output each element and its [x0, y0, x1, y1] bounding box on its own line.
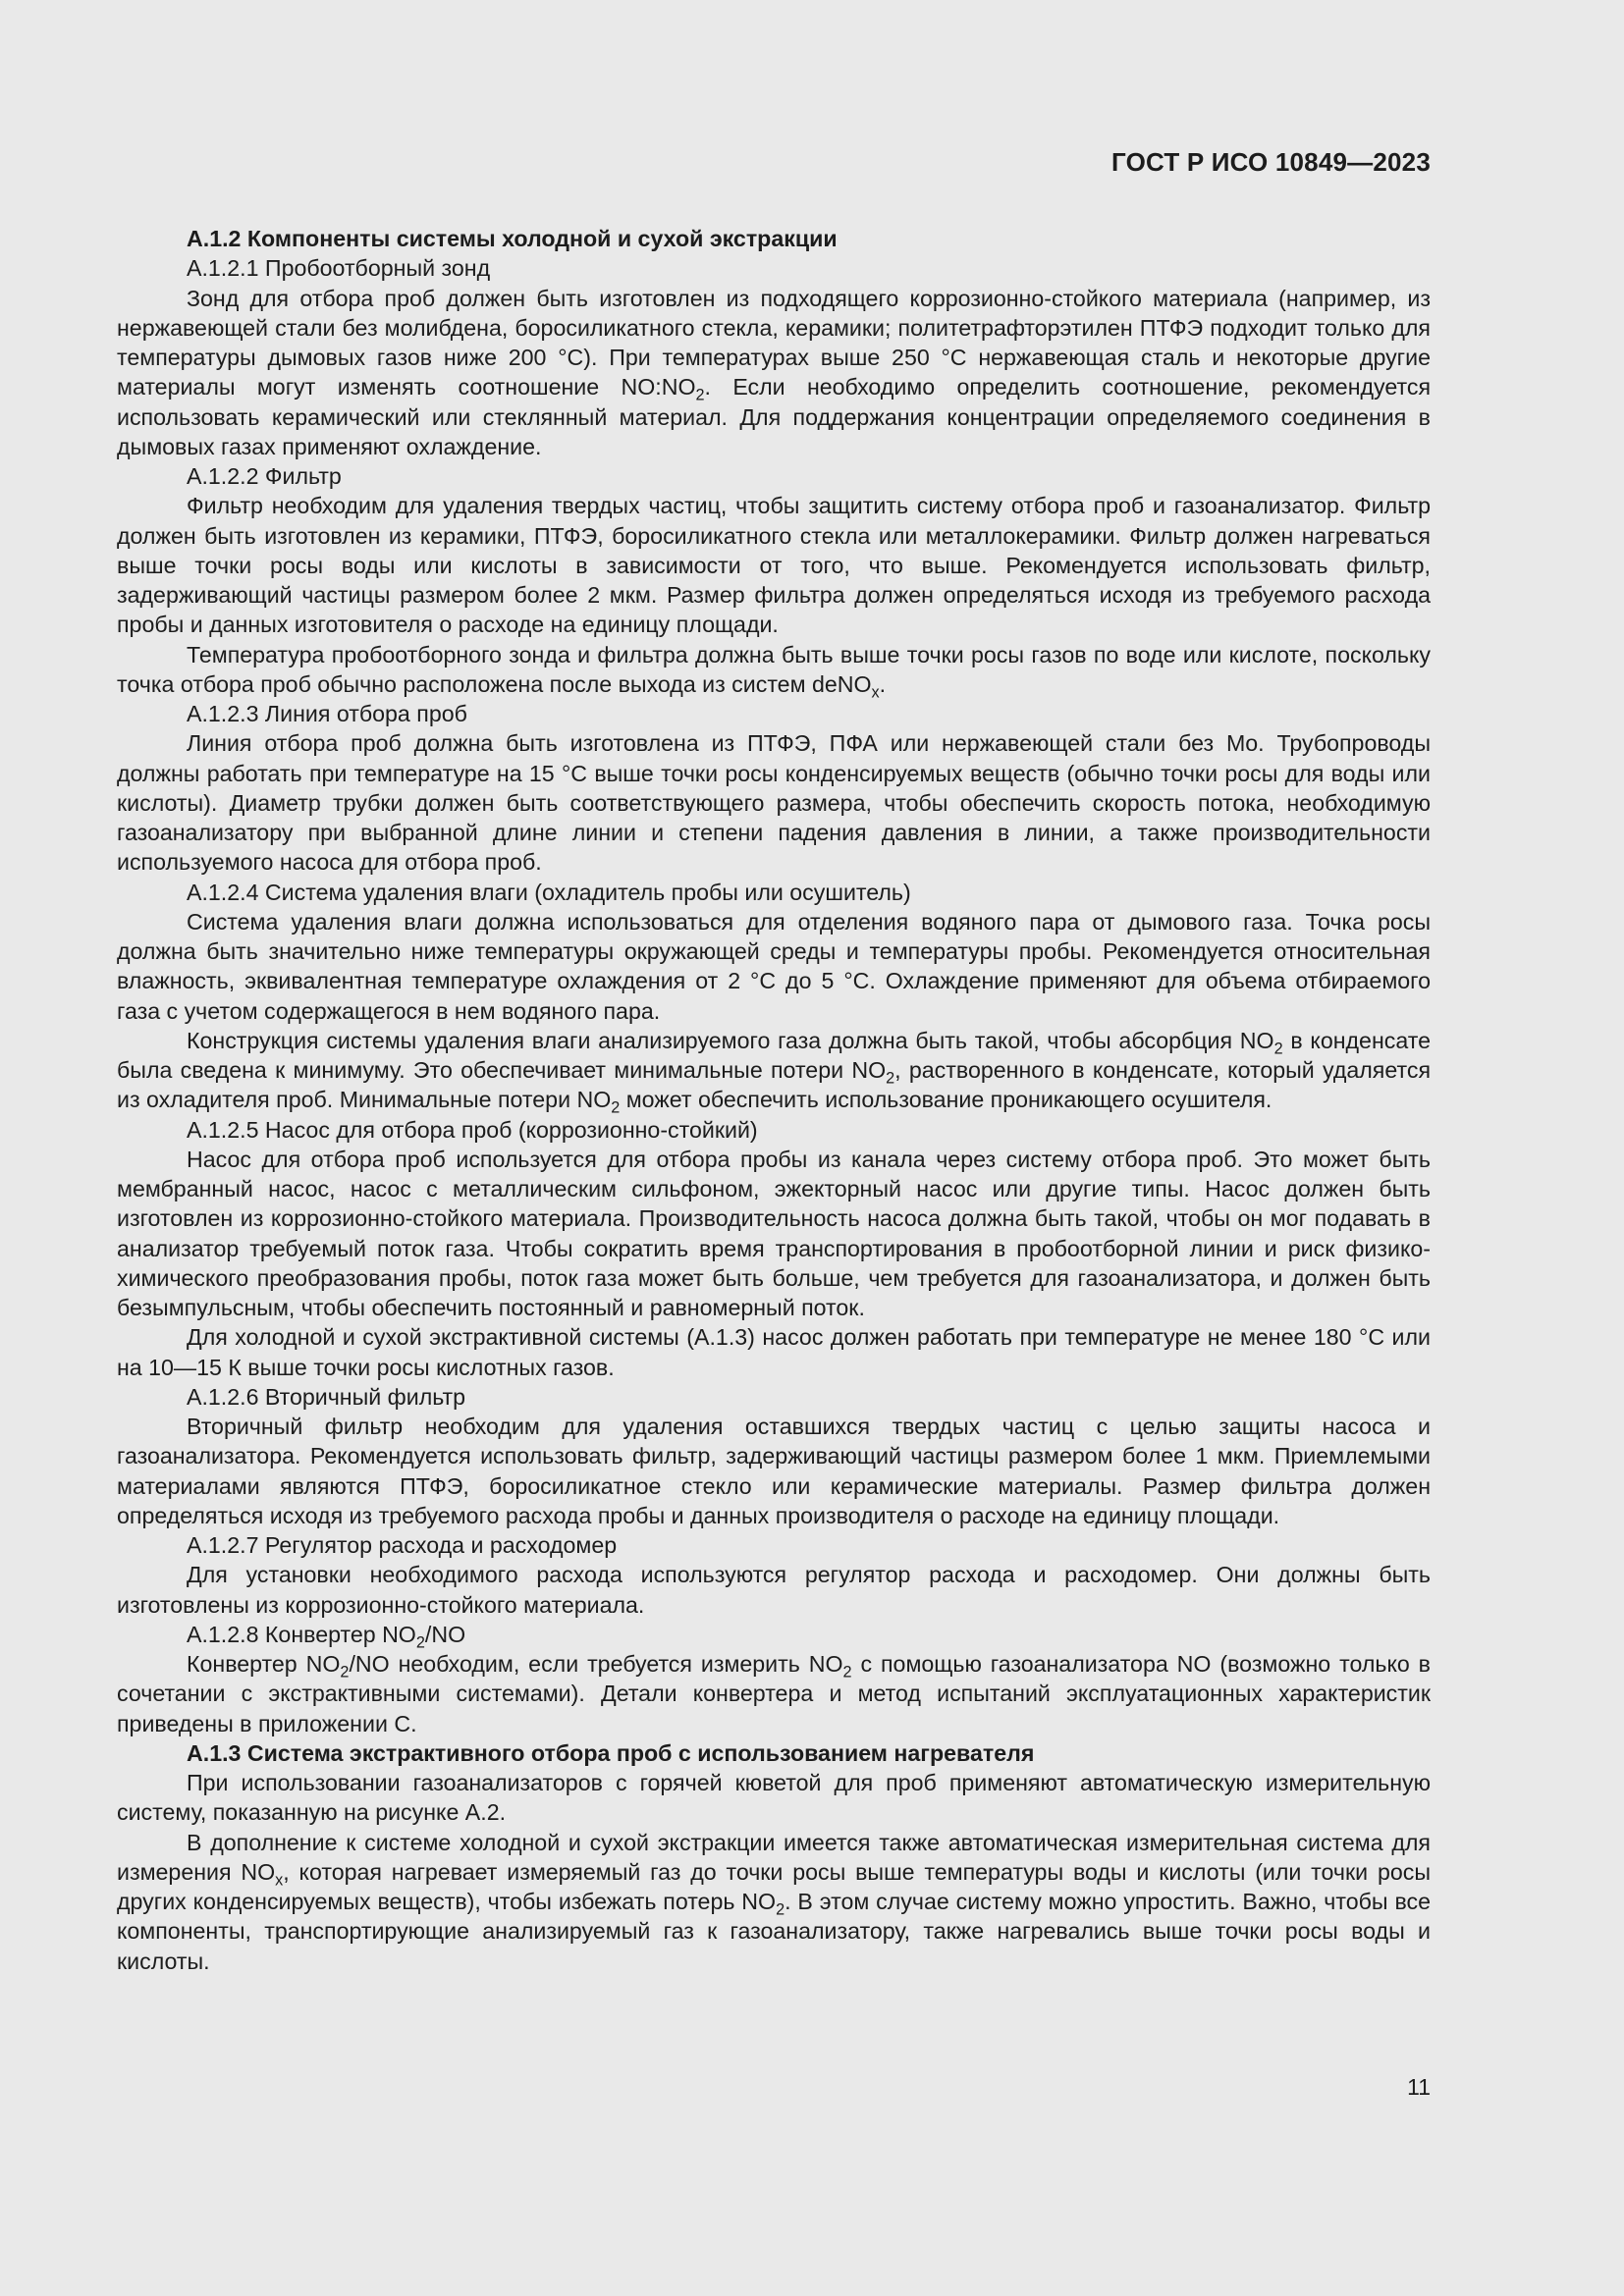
body-paragraph: [117, 1145, 1431, 1323]
text-run: Насос для отбора проб используется для отбора пробы из канала через систему отбора проб. Это может быть мембранный насос, насос с металлическим сильфоном, эжекторный насос или другие типы. Насос должен быть изготовлен из коррозионно-стойкого материала. Производительность насоса должна быть такой, чтобы он мог подавать в анализатор требуемый поток газа. Чтобы сократить время транспортирования в пробоотборной линии и риск физико-химического преобразования пробы, поток газа может быть больше, чем требуется для газоанализатора, и должен быть безымпульсным, чтобы обеспечить постоянный и равномерный поток.: [117, 1146, 1431, 1320]
body-paragraph: [117, 491, 1431, 639]
text-run: Вторичный фильтр необходим для удаления оставшихся твердых частиц с целью защиты насоса и газоанализатора. Рекомендуется использовать фильтр, задерживающий частицы размером более 1 мкм. Приемлемыми материалами являются ПТФЭ, боросиликатное стекло или керамические материалы. Размер фильтра должен определяться исходя из требуемого расхода пробы и данных производителя о расходе на единицу площади.: [117, 1414, 1431, 1528]
text-run: с помощью газоанализатора NO (возможно только в сочетании с экстрактивными системами). Детали конвертера и метод испытаний эксплуатационных характеристик приведены в приложении С.: [117, 1651, 1431, 1736]
text-run: Линия отбора проб должна быть изготовлена из ПТФЭ, ПФА или нержавеющей стали без Mo. Трубопроводы должны работать при температуре на 15 °С выше точки росы конденсируемых веществ (обычно точки росы для воды или кислоты). Диаметр трубки должен быть соответствующего размера, чтобы обеспечить скорость потока, необходимую газоанализатору при выбранной длине линии и степени падения давления в линии, а также производительности используемого насоса для отбора проб.: [117, 730, 1431, 876]
subscript: 2: [340, 1663, 350, 1682]
text-run: А.1.3 Система экстрактивного отбора проб с использованием нагревателя: [187, 1739, 1035, 1766]
text-run: А.1.2.8 Конвертер NO: [187, 1621, 416, 1647]
text-run: , которая нагревает измеряемый газ до точки росы выше температуры воды и кислоты (или точки росы других конденсируемых веществ), чтобы избежать потерь NO: [117, 1858, 1431, 1914]
text-run: в конденсате была сведена к минимуму. Это обеспечивает минимальные потери NO: [117, 1027, 1431, 1083]
subscript: 2: [776, 1900, 785, 1919]
standard-header: ГОСТ Р ИСО 10849—2023: [1110, 147, 1431, 177]
body-paragraph: [117, 284, 1431, 462]
text-run: . В этом случае систему можно упростить. Важно, чтобы все компоненты, транспортирующие анализируемый газ к газоанализатору, также нагревались выше точки росы воды и кислоты.: [117, 1889, 1432, 1974]
text-run: А.1.2.7 Регулятор расхода и расходомер: [187, 1532, 618, 1558]
text-run: может обеспечить использование проникающего осушителя.: [620, 1087, 1272, 1113]
text-run: .: [879, 670, 887, 697]
text-run: Система удаления влаги должна использоваться для отделения водяного пара от дымового газа. Точка росы должна быть значительно ниже температуры окружающей среды и температуры пробы. Рекомендуется относительная влажность, эквивалентная температуре охлаждения от 2 °С до 5 °С. Охлаждение применяют для объема отбираемого газа с учетом содержащегося в нем водяного пара.: [117, 908, 1431, 1024]
subsection-heading: [117, 1620, 1431, 1652]
body-paragraph: [117, 1560, 1431, 1620]
subsection-heading: [117, 1530, 1431, 1560]
text-run: Зонд для отбора проб должен быть изготовлен из подходящего коррозионно-стойкого материала (например, из нержавеющей стали без молибдена, боросиликатного стекла, керамики; политетрафторэтилен ПТФЭ подходит только для температуры дымовых газов ниже 200 °С). При температурах выше 250 °С нержавеющая сталь и некоторые другие материалы могут изменять соотношение NO:NO: [117, 285, 1431, 400]
text-run: /NO: [424, 1621, 466, 1647]
text-run: Конвертер NO: [187, 1651, 341, 1677]
page-number: 11: [1407, 2074, 1431, 2100]
subscript: 2: [842, 1663, 852, 1682]
subscript: 2: [886, 1069, 895, 1088]
subscript: x: [275, 1871, 284, 1890]
subsection-heading: [117, 1115, 1431, 1145]
text-run: Конструкция системы удаления влаги анализируемого газа должна быть такой, чтобы абсорбция NO: [187, 1027, 1274, 1053]
text-run: , растворенного в конденсате, который удаляется из охладителя проб. Минимальные потери NO: [117, 1057, 1431, 1113]
text-run: А.1.2.6 Вторичный фильтр: [187, 1383, 466, 1410]
text-run: Для установки необходимого расхода используются регулятор расхода и расходомер. Они должны быть изготовлены из коррозионно-стойкого материала.: [117, 1562, 1431, 1618]
text-run: А.1.2.5 Насос для отбора проб (коррозионно-стойкий): [187, 1116, 758, 1143]
body-paragraph: [117, 728, 1431, 877]
text-run: . Если необходимо определить соотношение, рекомендуется использовать керамический или стеклянный материал. Для поддержания концентрации определяемого соединения в дымовых газах применяют охлаждение.: [117, 374, 1431, 459]
body-paragraph: [117, 1412, 1431, 1530]
body-paragraph: [117, 1828, 1431, 1976]
subscript: 2: [695, 386, 705, 404]
text-run: А.1.2.2 Фильтр: [187, 463, 342, 489]
document-body: [117, 224, 1431, 1976]
text-run: /NO необходим, если требуется измерить NO: [349, 1651, 843, 1677]
subsection-heading: [117, 461, 1431, 491]
text-run: При использовании газоанализаторов с горячей кюветой для проб применяют автоматическую измерительную систему, показанную на рисунке А.2.: [117, 1770, 1431, 1826]
subscript: 2: [1273, 1040, 1283, 1058]
text-run: А.1.2.1 Пробоотборный зонд: [187, 255, 491, 282]
subsection-heading: [117, 878, 1431, 907]
body-paragraph: [117, 640, 1431, 700]
body-paragraph: [117, 1322, 1431, 1382]
section-heading: [117, 224, 1431, 253]
subscript: x: [871, 683, 880, 702]
subsection-heading: [117, 1382, 1431, 1412]
text-run: Для холодной и сухой экстрактивной системы (А.1.3) насос должен работать при температуре не менее 180 °С или на 10—15 К выше точки росы кислотных газов.: [117, 1324, 1431, 1380]
text-run: А.1.2 Компоненты системы холодной и сухой экстракции: [187, 226, 838, 251]
text-run: Фильтр необходим для удаления твердых частиц, чтобы защитить систему отбора проб и газоанализатор. Фильтр должен быть изготовлен из керамики, ПТФЭ, боросиликатного стекла или металлокерамики. Фильтр должен нагреваться выше точки росы воды или кислоты в зависимости от того, что выше. Рекомендуется использовать фильтр, задерживающий частицы размером более 2 мкм. Размер фильтра должен определяться исходя из требуемого расхода пробы и данных изготовителя о расходе на единицу площади.: [117, 493, 1431, 638]
body-paragraph: [117, 1768, 1431, 1828]
body-paragraph: [117, 1026, 1431, 1115]
subsection-heading: [117, 699, 1431, 728]
body-paragraph: [117, 907, 1431, 1026]
text-run: А.1.2.3 Линия отбора проб: [187, 701, 467, 726]
section-heading: [117, 1738, 1431, 1768]
text-run: Температура пробоотборного зонда и фильтра должна быть выше точки росы газов по воде или кислоте, поскольку точка отбора проб обычно расположена после выхода из систем deNO: [117, 641, 1431, 697]
body-paragraph: [117, 1649, 1431, 1738]
text-run: А.1.2.4 Система удаления влаги (охладитель пробы или осушитель): [187, 879, 911, 905]
subscript: 2: [415, 1633, 425, 1652]
text-run: В дополнение к системе холодной и сухой экстракции имеется также автоматическая измерительная система для измерения NO: [117, 1829, 1431, 1885]
subscript: 2: [611, 1098, 621, 1117]
subsection-heading: [117, 253, 1431, 283]
